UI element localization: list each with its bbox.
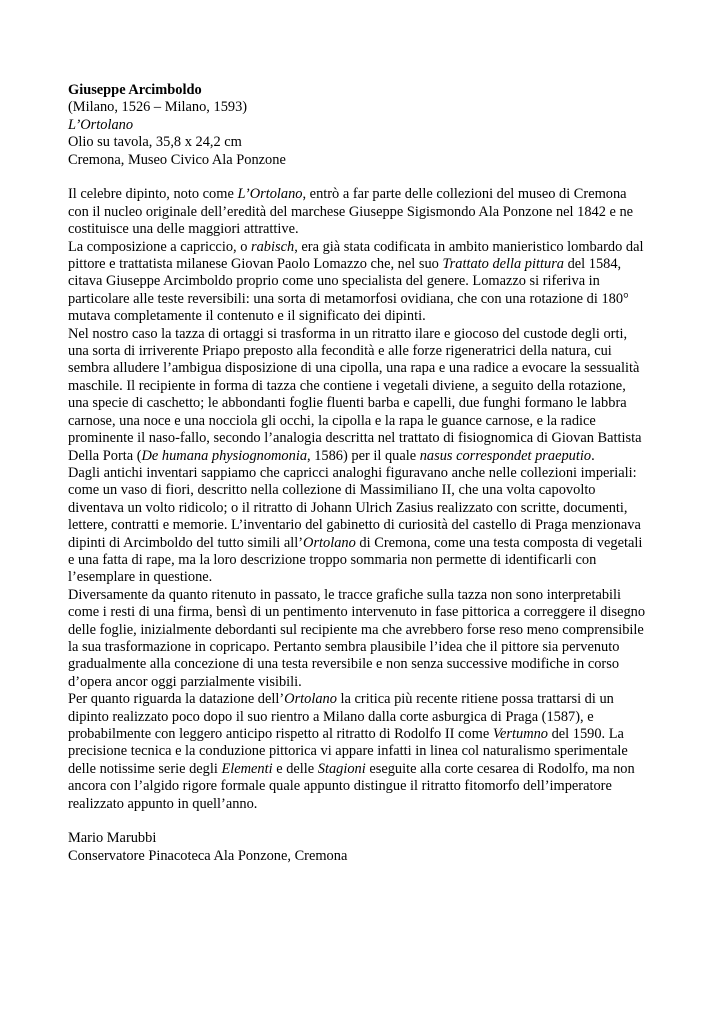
text-line — [68, 500, 664, 517]
text-run: Dagli antichi inventari sappiamo che capricci analoghi figuravano anche nelle collezioni imperiali: — [68, 464, 637, 481]
text-line — [68, 709, 664, 726]
text-line — [68, 308, 664, 325]
text-line — [68, 326, 664, 343]
italic-text: Vertumno — [492, 726, 548, 743]
italic-text: Ortolano — [303, 534, 356, 551]
italic-text: Ortolano — [284, 691, 337, 708]
text-line — [68, 256, 664, 273]
text-run: sembra alludere l’ambigua disposizione di una cipolla, una rapa e una radice a evocare la sessualità — [68, 360, 640, 377]
text-run: gradualmente alla concezione di una testa reversibile e non senza successive modifiche in corso — [68, 656, 620, 673]
text-line — [68, 465, 664, 482]
text-line — [68, 726, 664, 743]
text-run: mutava completamente il contenuto e il significato dei dipinti. — [68, 308, 426, 325]
text-run: precisione tecnica e la conduzione pittorica vi appare infatti in linea col naturalismo sperimentale — [68, 743, 628, 760]
text-run: diventava un volto ridicolo; o il ritratto di Johann Ulrich Zasius realizzato con scritte, documenti, — [68, 499, 628, 516]
body-text — [68, 186, 664, 813]
text-line — [68, 378, 664, 395]
text-line — [68, 552, 664, 569]
text-line — [68, 622, 664, 639]
text-line — [68, 535, 664, 552]
text-line — [68, 656, 664, 673]
text-run: delle foglie, inizialmente debordanti sul recipiente ma che avrebbero forse reso meno comprensibile — [68, 621, 644, 638]
text-run: eseguite alla corte cesarea di Rodolfo, ma non — [365, 760, 635, 777]
text-line — [68, 778, 664, 795]
signature-block — [68, 830, 664, 865]
text-run: come i resti di una firma, bensì di un pentimento intervenuto in fase pittorica a correggere il disegno — [68, 604, 646, 621]
text-run: d’opera ancor oggi parzialmente visibili. — [68, 673, 302, 690]
italic-text: Stagioni — [317, 760, 366, 777]
text-run: maschile. Il recipiente in forma di tazza che contiene i vegetali diviene, a seguito della rotazione, — [68, 377, 626, 394]
text-line — [68, 343, 664, 360]
text-run: Della Porta ( — [68, 447, 142, 464]
text-line — [68, 761, 664, 778]
text-run: , era già stata codificata in ambito manieristico lombardo dal — [294, 238, 644, 255]
text-run: probabilmente con leggero anticipo rispetto al ritratto di Rodolfo II come — [68, 726, 493, 743]
text-run: costituisce una delle maggiori attrattive. — [68, 221, 299, 238]
text-line — [68, 360, 664, 377]
text-line — [68, 743, 664, 760]
text-run: come un vaso di fiori, descritto nella collezione di Massimiliano II, che una volta capovolto — [68, 482, 596, 499]
artist-life-dates: (Milano, 1526 – Milano, 1593) — [68, 99, 248, 116]
text-run: e una fatta di rape, ma la loro descrizione troppo sommaria non permette di identificarli con — [68, 551, 597, 568]
text-line — [68, 482, 664, 499]
author-role: Conservatore Pinacoteca Ala Ponzone, Cremona — [68, 847, 348, 864]
paragraph-gap — [68, 813, 664, 830]
text-run: del 1584, — [564, 256, 622, 273]
text-run: realizzato appunto in quell’anno. — [68, 795, 258, 812]
artwork-title: L’Ortolano — [68, 116, 134, 133]
text-run: una specie di caschetto; le abbondanti foglie fluenti barba e capelli, due funghi formano le labbra — [68, 395, 627, 412]
text-line — [68, 674, 664, 691]
text-run: . — [591, 447, 595, 464]
italic-text: De humana physiognomonia — [141, 447, 308, 464]
italic-text: rabisch — [251, 238, 295, 255]
text-line — [68, 639, 664, 656]
text-run: citava Giuseppe Arcimboldo proprio come uno specialista del genere. Lomazzo si riferiva in — [68, 273, 600, 290]
text-run: prominente il naso-fallo, secondo l’analogia descritta nel trattato di fisiognomica di Giovan Battista — [68, 430, 642, 447]
text-run: carnose, una noce e una nocciola gli occhi, la cipolla e la rapa le guance carnose, e la radice — [68, 412, 596, 429]
text-line — [68, 430, 664, 447]
text-run: , entrò a far parte delle collezioni del museo di Cremona — [302, 186, 627, 203]
text-run: del 1590. La — [547, 726, 624, 743]
author-name: Mario Marubbi — [68, 830, 157, 847]
text-run: con il nucleo originale dell’eredità del marchese Giuseppe Sigismondo Ala Ponzone nel 1842 e ne — [68, 203, 634, 220]
text-line — [68, 587, 664, 604]
text-run: la sua trasformazione in copricapo. Pertanto sembra plausibile l’idea che il pittore sia pervenuto — [68, 638, 620, 655]
text-line — [68, 691, 664, 708]
text-run: Per quanto riguarda la datazione dell’ — [68, 691, 285, 708]
text-line — [68, 448, 664, 465]
text-line — [68, 796, 664, 813]
italic-text: L’Ortolano — [237, 186, 303, 203]
text-run: delle notissime serie degli — [68, 760, 222, 777]
text-run: Il celebre dipinto, noto come — [68, 186, 238, 203]
artwork-location: Cremona, Museo Civico Ala Ponzone — [68, 151, 286, 168]
text-line — [68, 273, 664, 290]
text-run: l’esemplare in questione. — [68, 569, 213, 586]
text-run: pittore e trattatista milanese Giovan Paolo Lomazzo che, nel suo — [68, 256, 443, 273]
italic-text: nasus correspondet praeputio — [419, 447, 592, 464]
text-run: e delle — [272, 760, 318, 777]
text-line — [68, 604, 664, 621]
text-line — [68, 186, 664, 203]
text-line — [68, 395, 664, 412]
text-line — [68, 517, 664, 534]
paragraph-gap — [68, 169, 664, 186]
text-run: la critica più recente ritiene possa trattarsi di un — [336, 691, 614, 708]
text-run: , 1586) per il quale — [307, 447, 420, 464]
text-run: dipinti di Arcimboldo del tutto simili all’ — [68, 534, 304, 551]
text-line — [68, 569, 664, 586]
artist-name: Giuseppe Arcimboldo — [68, 82, 202, 98]
text-line — [68, 413, 664, 430]
text-line — [68, 221, 664, 238]
artwork-medium: Olio su tavola, 35,8 x 24,2 cm — [68, 134, 242, 151]
document-page — [68, 82, 664, 865]
italic-text: Elementi — [221, 760, 273, 777]
text-run: una sorta di irriverente Priapo preposto alla fecondità e alle forze rigeneratrici della natura, cui — [68, 343, 612, 360]
text-run: Nel nostro caso la tazza di ortaggi si trasforma in un ritratto ilare e giocoso del custode degli orti, — [68, 325, 628, 342]
text-run: dipinto realizzato poco dopo il suo rientro a Milano dalla corte asburgica di Praga (1587), e — [68, 708, 594, 725]
text-line — [68, 291, 664, 308]
text-run: ancora con l’algido rigore formale quale appunto distingue il ritratto fitomorfo dell’imperatore — [68, 778, 612, 795]
artwork-header — [68, 82, 664, 169]
text-run: particolare alle teste reversibili: una sorta di metamorfosi ovidiana, che con una rotazione di 180° — [68, 290, 629, 307]
text-run: lettere, contratti e memorie. L’inventario del gabinetto di curiosità del castello di Praga menzionava — [68, 517, 641, 534]
text-run: di Cremona, come una testa composta di vegetali — [355, 534, 643, 551]
text-line — [68, 204, 664, 221]
italic-text: Trattato della pittura — [442, 256, 564, 273]
text-line — [68, 239, 664, 256]
text-run: Diversamente da quanto ritenuto in passato, le tracce grafiche sulla tazza non sono interpretabili — [68, 586, 622, 603]
text-run: La composizione a capriccio, o — [68, 238, 252, 255]
